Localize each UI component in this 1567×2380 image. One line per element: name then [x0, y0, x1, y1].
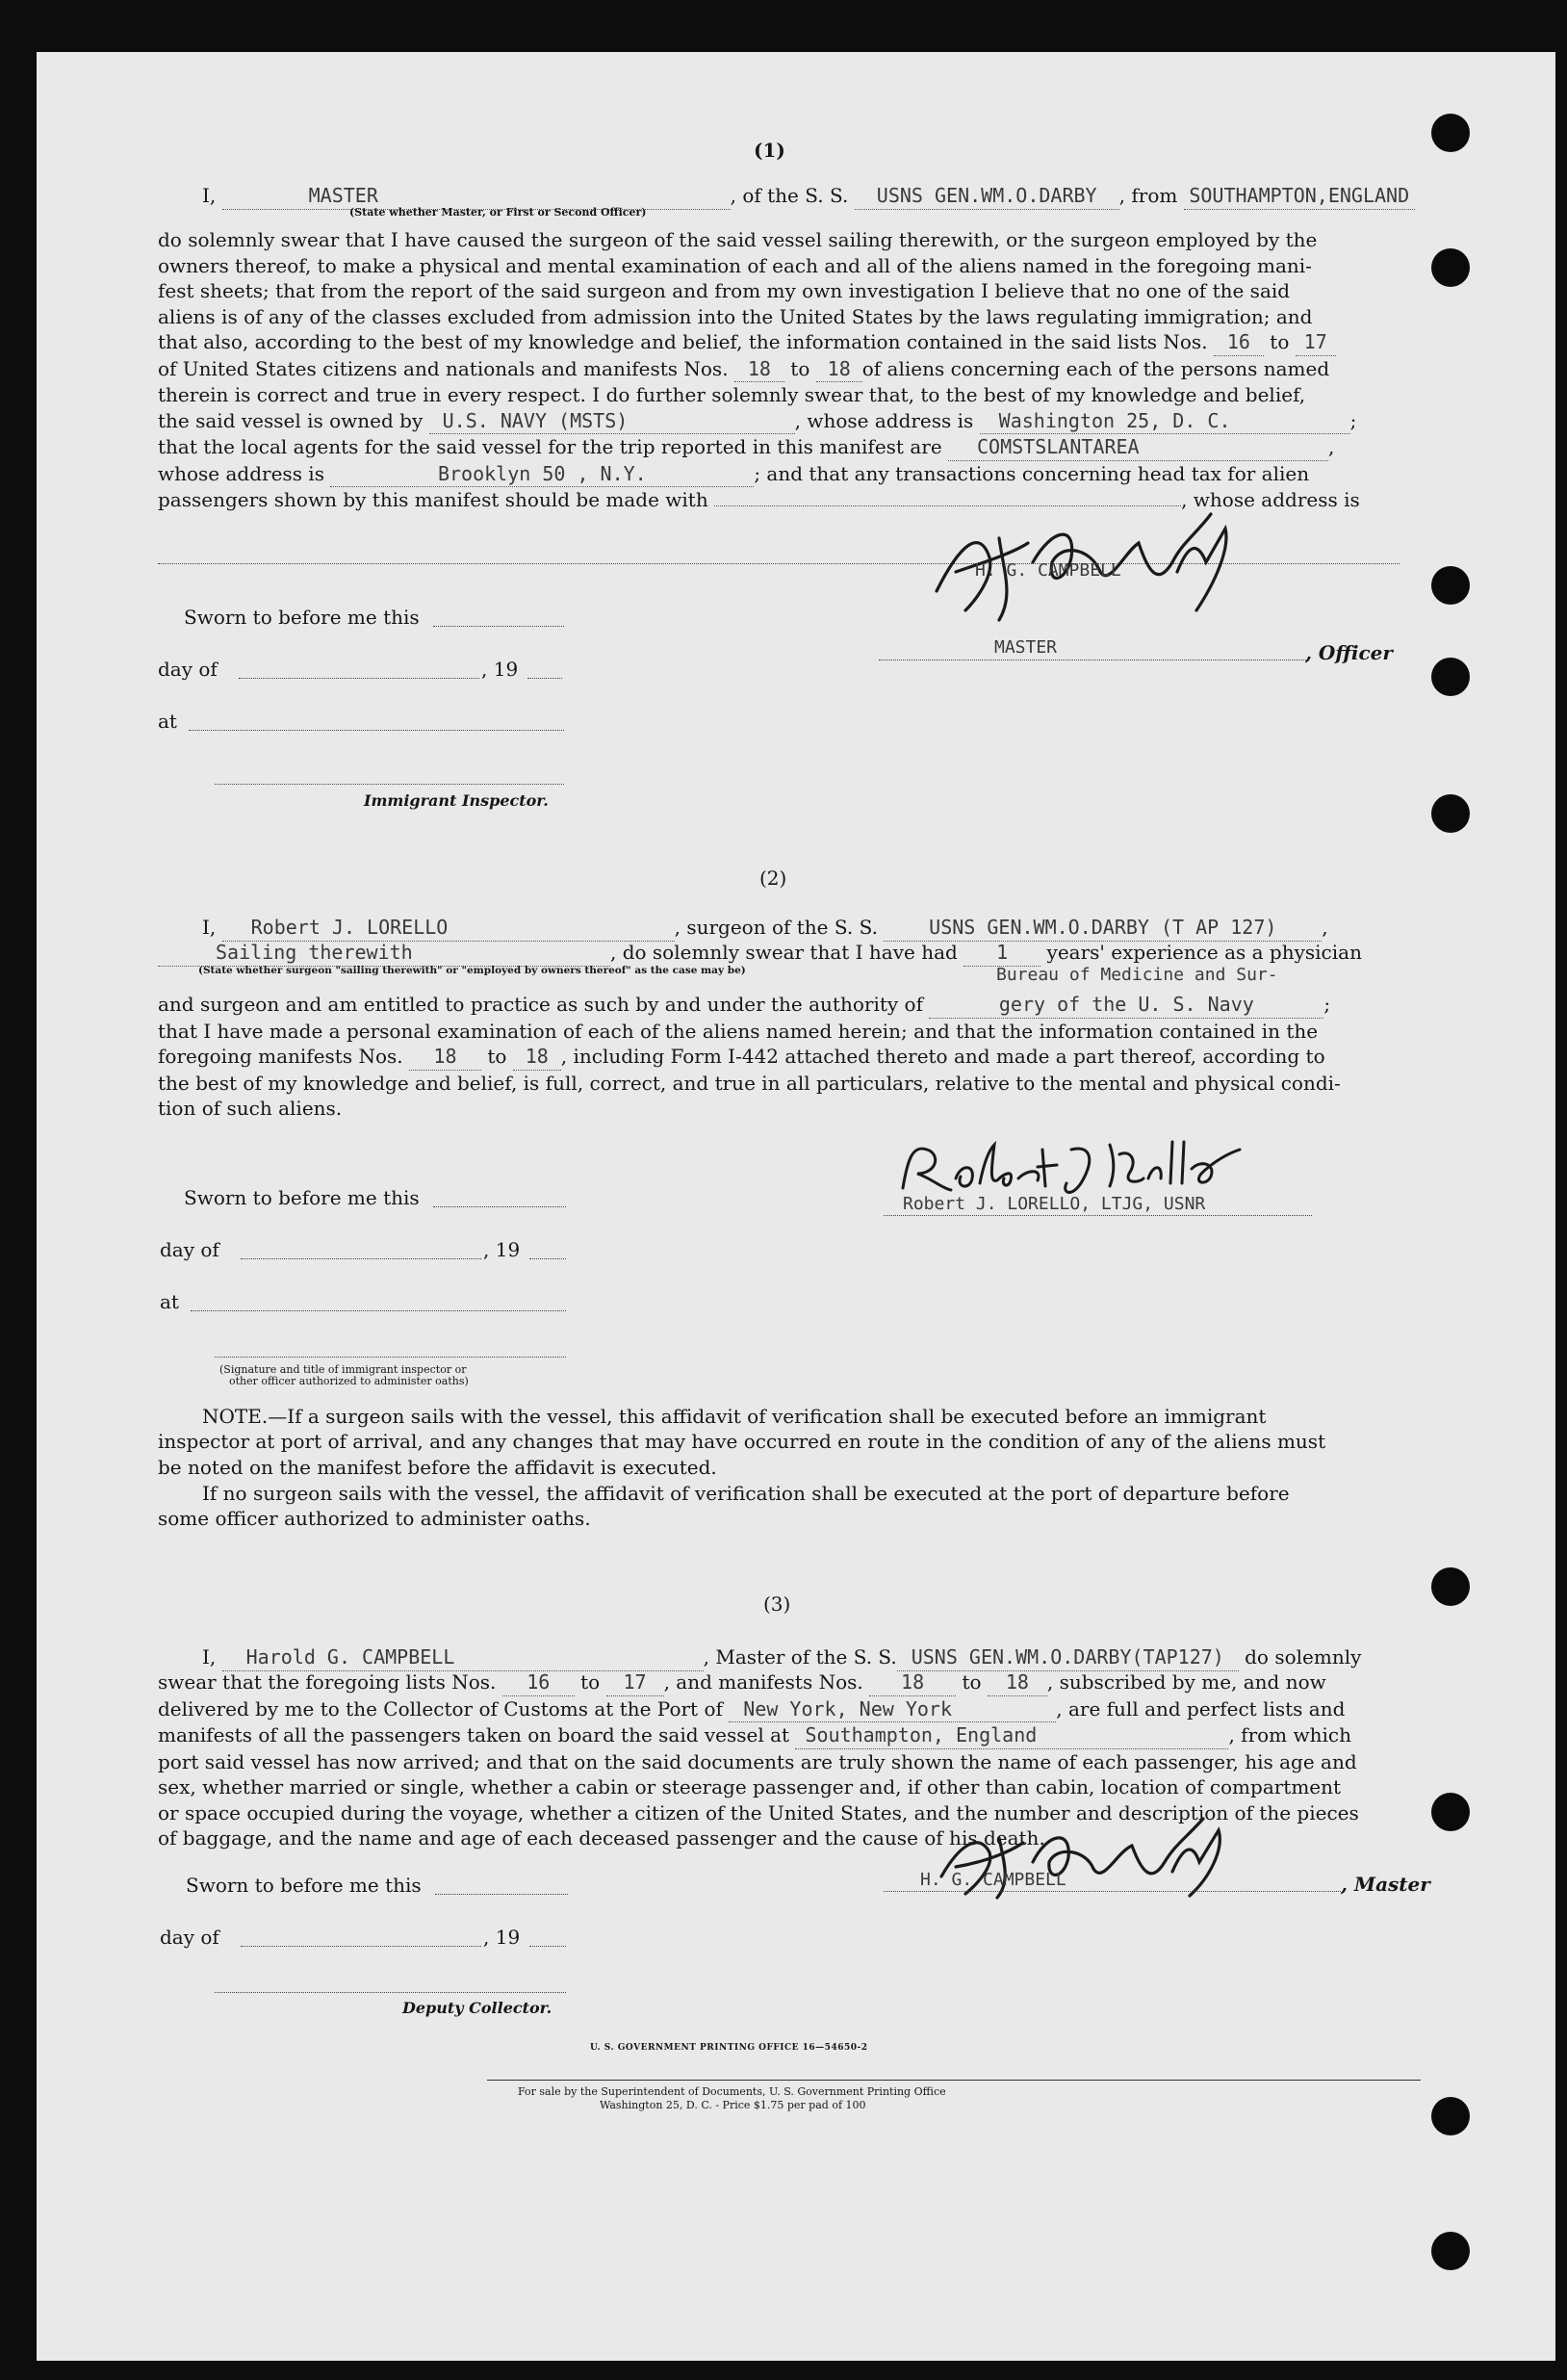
- s1-owner-line: [158, 408, 1360, 435]
- s3-place-line: [158, 1722, 1359, 1749]
- punch-hole: [1431, 114, 1470, 152]
- s3-ship-label: , Master of the S. S.: [703, 1645, 897, 1669]
- punch-hole: [1431, 1793, 1470, 1831]
- punch-hole: [1431, 248, 1470, 287]
- s3-port-value: New York, New York: [743, 1696, 952, 1720]
- s1-agent-address-label: whose address is: [158, 461, 324, 485]
- gpo-imprint: U. S. GOVERNMENT PRINTING OFFICE 16—54650-2: [590, 2043, 868, 2053]
- s1-officer-label: , Officer: [1305, 641, 1393, 664]
- s1-agent-line: [158, 434, 1360, 461]
- s2-manifests-to: [513, 1044, 561, 1071]
- punch-hole: [1431, 658, 1470, 696]
- s2-line-1: [202, 915, 1328, 942]
- s2-note-line: If no surgeon sails with the vessel, the affidavit of verification shall be executed at the port of departure before: [202, 1482, 1290, 1505]
- s2-surgeon-typed: Robert J. LORELLO, LTJG, USNR: [903, 1194, 1206, 1214]
- s3-solemnly-text: do solemnly: [1245, 1645, 1362, 1669]
- punch-hole: [1431, 1567, 1470, 1606]
- s2-ship-field: [884, 915, 1322, 942]
- s1-port-field: [1184, 183, 1415, 210]
- s2-surgeon-name-field: [222, 915, 675, 942]
- s1-lists-line: [158, 329, 1360, 356]
- s2-note-line: inspector at port of arrival, and any changes that may have occurred en route in the condition of any of the aliens must: [158, 1430, 1326, 1453]
- footer-rule: [487, 2080, 1421, 2081]
- s1-at-label: at: [158, 710, 177, 733]
- s1-to-label: to: [1270, 330, 1290, 353]
- s2-inspector-line: [215, 1357, 566, 1358]
- s3-lists-line: [158, 1669, 1359, 1696]
- s1-dayof-blank: [239, 678, 479, 679]
- s2-authority-label: and surgeon and am entitled to practice as such by and under the authority of: [158, 993, 923, 1016]
- s1-at-blank: [189, 730, 564, 731]
- s3-line-1: [202, 1644, 1361, 1671]
- s2-status-note: (State whether surgeon "sailing therewith" or "employed by owners thereof" as the case may be): [198, 965, 746, 976]
- s1-lists-text: that also, according to the best of my knowledge and belief, the information contained in the said lists Nos.: [158, 330, 1208, 353]
- s1-officer-title: MASTER: [994, 637, 1058, 658]
- s1-i-label: I,: [202, 184, 217, 207]
- s2-status-value: Sailing therewith: [216, 941, 413, 964]
- s1-agent-address-value: Brooklyn 50 , N.Y.: [437, 461, 647, 485]
- s2-years-value: 1: [996, 941, 1009, 964]
- s2-comma: ,: [1322, 916, 1328, 939]
- s1-to-label: to: [790, 356, 810, 380]
- s2-authority-top: Bureau of Medicine and Sur-: [996, 965, 1278, 985]
- s3-to-label: to: [580, 1670, 601, 1694]
- s1-headtax-address-label: , whose address is: [1181, 488, 1360, 511]
- s1-manifest-text: of United States citizens and nationals and manifests Nos.: [158, 356, 729, 380]
- s2-sig-note-2: other officer authorized to administer oaths): [229, 1375, 469, 1387]
- s3-sworn-text: Sworn to before me this: [186, 1874, 422, 1897]
- s1-manifest-line: [158, 356, 1360, 383]
- s3-body-line: or space occupied during the voyage, whether a citizen of the United States, and the number and description of the pieces: [158, 1800, 1359, 1824]
- s2-authority-value: gery of the U. S. Navy: [998, 993, 1254, 1016]
- s1-lists-to: [1296, 329, 1336, 356]
- s1-owner-field: [429, 408, 795, 435]
- s1-manifest-to-value: 18: [827, 356, 851, 380]
- s1-manifest-from: [734, 356, 784, 383]
- s1-owner-value: U.S. NAVY (MSTS): [442, 408, 629, 432]
- s2-note-para-1b: [158, 1429, 1325, 1480]
- s3-lists-from-value: 16: [527, 1670, 551, 1694]
- s1-body-line: do solemnly swear that I have caused the surgeon of the said vessel sailing therewith, or the surgeon employed by the: [158, 228, 1318, 251]
- s2-note-para-1: [202, 1404, 1266, 1430]
- s2-body-line: the best of my knowledge and belief, is full, correct, and true in all particulars, relative to the mental and physical condi-: [158, 1071, 1341, 1095]
- s2-body: [158, 992, 1341, 1122]
- s1-ship-label: , of the S. S.: [730, 184, 849, 207]
- s2-note-para-2: [202, 1481, 1290, 1507]
- footer-sale-line: For sale by the Superintendent of Documents, U. S. Government Printing Office: [518, 2085, 946, 2098]
- s1-manifest-tail: of aliens concerning each of the persons named: [861, 356, 1330, 380]
- s2-physician-text: years' experience as a physician: [1046, 941, 1362, 964]
- s1-manifest-from-value: 18: [747, 356, 771, 380]
- s1-owner-address-label: , whose address is: [794, 408, 974, 432]
- s1-master-note: (State whether Master, or First or Second Officer): [349, 206, 647, 219]
- s3-master-label: , Master: [1341, 1873, 1430, 1896]
- s2-ship-value: USNS GEN.WM.O.DARBY (T AP 127): [929, 916, 1277, 939]
- s1-headtax-text: ; and that any transactions concerning head tax for alien: [754, 461, 1310, 485]
- s3-body-line: of baggage, and the name and age of each deceased passenger and the cause of his death.: [158, 1826, 1045, 1850]
- s1-body-line: fest sheets; that from the report of the said surgeon and from my own investigation I believe that no one of the said: [158, 279, 1291, 302]
- s1-owner-address-value: Washington 25, D. C.: [998, 408, 1231, 432]
- s2-body-line: that I have made a personal examination of each of the aliens named herein; and that the information contained in the: [158, 1019, 1319, 1043]
- s3-manifests-from: [869, 1669, 956, 1696]
- s1-agent-label: that the local agents for the said vessel for the trip reported in this manifest are: [158, 435, 942, 458]
- section-1-heading: (1): [754, 139, 785, 162]
- s3-place-label: manifests of all the passengers taken on board the said vessel at: [158, 1723, 790, 1746]
- s1-body: [158, 227, 1360, 513]
- s1-manifest-to: [816, 356, 862, 383]
- s2-years-field: [963, 940, 1040, 967]
- s3-manifests-label: , and manifests Nos.: [663, 1670, 863, 1694]
- s3-i-label: I,: [202, 1645, 217, 1669]
- s1-lists-to-value: 17: [1303, 330, 1327, 353]
- s2-experience-text: , do solemnly swear that I have had: [610, 941, 958, 964]
- s1-lists-from: [1214, 329, 1264, 356]
- s1-sworn-text: Sworn to before me this: [184, 606, 420, 629]
- s1-year-blank: [527, 678, 562, 679]
- s2-sig-note-1: (Signature and title of immigrant inspector or: [219, 1363, 467, 1376]
- s2-dayof-label: day of: [160, 1238, 219, 1261]
- s2-to-label: to: [487, 1045, 507, 1068]
- s3-manifests-to-value: 18: [1005, 1670, 1029, 1694]
- s2-note-line: some officer authorized to administer oaths.: [158, 1507, 591, 1530]
- punch-hole: [1431, 2097, 1470, 2135]
- s3-lists-to: [606, 1669, 664, 1696]
- s2-surgeon-name-value: Robert J. LORELLO: [250, 916, 449, 939]
- s1-dayof-label: day of: [158, 658, 218, 681]
- s1-owner-label: the said vessel is owned by: [158, 408, 424, 432]
- s2-authority-field: [929, 992, 1323, 1019]
- s3-master-name-value: Harold G. CAMPBELL: [245, 1645, 455, 1669]
- s3-body-line: sex, whether married or single, whether a cabin or steerage passenger and, if other than cabin, location of compartment: [158, 1775, 1342, 1798]
- footer-price-line: Washington 25, D. C. - Price $1.75 per pad of 100: [600, 2099, 866, 2111]
- s2-at-label: at: [160, 1290, 179, 1313]
- manifest-affidavit-page: [37, 52, 1555, 2361]
- s1-inspector-line: [215, 784, 564, 785]
- s1-body-line: owners thereof, to make a physical and mental examination of each and all of the aliens named in the foregoing mani-: [158, 253, 1312, 277]
- s3-subscribed-text: , subscribed by me, and now: [1046, 1670, 1326, 1694]
- s1-year-label: , 19: [481, 658, 519, 681]
- section-2-heading: (2): [759, 867, 787, 890]
- s3-lists-label: swear that the foregoing lists Nos.: [158, 1670, 497, 1694]
- s3-manifests-from-value: 18: [901, 1670, 925, 1694]
- s2-sworn-blank: [433, 1206, 566, 1207]
- s1-agent-address-line: [158, 461, 1360, 488]
- s3-collector-line: [215, 1992, 566, 1993]
- s3-place-field: [795, 1722, 1228, 1749]
- s3-master-name-field: [222, 1644, 704, 1671]
- s2-i-label: I,: [202, 916, 217, 939]
- s3-master-typed: H. G. CAMPBELL: [920, 1870, 1066, 1890]
- s3-place-value: Southampton, England: [805, 1723, 1038, 1746]
- section-3-heading: (3): [763, 1592, 791, 1616]
- s3-to-label: to: [962, 1670, 982, 1694]
- s1-port-value: SOUTHAMPTON,ENGLAND: [1189, 184, 1410, 207]
- punch-hole: [1431, 566, 1470, 605]
- s2-at-blank: [191, 1310, 566, 1311]
- s3-year-label: , 19: [483, 1926, 521, 1949]
- s1-ship-field: [855, 183, 1119, 210]
- s3-ship-value: USNS GEN.WM.O.DARBY(TAP127): [911, 1645, 1224, 1669]
- s2-note-line: NOTE.—If a surgeon sails with the vessel, this affidavit of verification shall be executed before an immigrant: [202, 1405, 1267, 1428]
- s1-sworn-blank: [433, 626, 564, 627]
- s1-lists-from-value: 16: [1226, 330, 1250, 353]
- s3-lists-to-value: 17: [623, 1670, 647, 1694]
- s2-note-line: be noted on the manifest before the affidavit is executed.: [158, 1455, 717, 1479]
- s1-owner-address-field: [980, 408, 1350, 435]
- s2-authority-line: [158, 992, 1341, 1019]
- s2-note-para-2b: [158, 1506, 591, 1532]
- s1-inspector-label: Immigrant Inspector.: [364, 791, 549, 810]
- punch-hole: [1431, 794, 1470, 833]
- s1-agent-value: COMSTSLANTAREA: [977, 435, 1140, 458]
- s2-status-field: [158, 940, 610, 967]
- s1-signer-typed: H. G. CAMPBELL: [975, 560, 1121, 581]
- s1-body-line: aliens is of any of the classes excluded from admission into the United States by the laws regulating immigration; and: [158, 304, 1313, 328]
- s3-dayof-blank: [241, 1946, 481, 1947]
- s3-master-line: [884, 1891, 1341, 1892]
- s1-body-line: therein is correct and true in every respect. I do further solemnly swear that, to the best of my knowledge and belief,: [158, 383, 1306, 406]
- s2-manifests-from: [409, 1044, 481, 1071]
- s2-body-line: tion of such aliens.: [158, 1097, 343, 1120]
- s1-from-label: , from: [1118, 184, 1178, 207]
- s3-body-line: port said vessel has now arrived; and that on the said documents are truly shown the name of each passenger, his age and: [158, 1749, 1357, 1773]
- s1-semicolon: ;: [1349, 408, 1357, 432]
- s1-master-value: MASTER: [308, 184, 378, 207]
- s3-ship-field: [897, 1644, 1239, 1671]
- s3-perfect-text: , are full and perfect lists and: [1056, 1696, 1346, 1720]
- s3-sworn-blank: [435, 1894, 568, 1895]
- s1-agent-field: [948, 434, 1328, 461]
- s1-agent-address-field: [330, 461, 754, 488]
- s2-year-blank: [529, 1258, 566, 1259]
- s2-year-label: , 19: [483, 1238, 521, 1261]
- s1-headtax-label: passengers shown by this manifest should be made with: [158, 488, 708, 511]
- s1-comma: ,: [1328, 435, 1335, 458]
- s3-lists-from: [502, 1669, 575, 1696]
- s2-dayof-blank: [241, 1258, 481, 1259]
- s2-manifests-label: foregoing manifests Nos.: [158, 1045, 403, 1068]
- punch-hole: [1431, 2232, 1470, 2270]
- s2-manifests-line: [158, 1044, 1341, 1071]
- s2-ship-label: , surgeon of the S. S.: [674, 916, 878, 939]
- s3-manifests-to: [988, 1669, 1047, 1696]
- s3-collector-label: Deputy Collector.: [402, 1999, 552, 2017]
- s3-port-label: delivered by me to the Collector of Customs at the Port of: [158, 1696, 723, 1720]
- s2-sworn-text: Sworn to before me this: [184, 1186, 420, 1209]
- s2-surgeon-line: [884, 1215, 1312, 1216]
- s3-dayof-label: day of: [160, 1926, 219, 1949]
- s3-port-field: [729, 1696, 1056, 1723]
- s2-form-text: , including Form I-442 attached thereto and made a part thereof, according to: [560, 1045, 1325, 1068]
- s3-year-blank: [529, 1946, 566, 1947]
- s3-fromwhich-text: , from which: [1228, 1723, 1351, 1746]
- s2-manifests-to-value: 18: [525, 1045, 549, 1068]
- s2-line-2: [158, 940, 1362, 967]
- s2-semicolon: ;: [1323, 993, 1331, 1016]
- s1-ship-value: USNS GEN.WM.O.DARBY: [876, 184, 1097, 207]
- s3-port-line: [158, 1696, 1359, 1723]
- s2-manifests-from-value: 18: [433, 1045, 457, 1068]
